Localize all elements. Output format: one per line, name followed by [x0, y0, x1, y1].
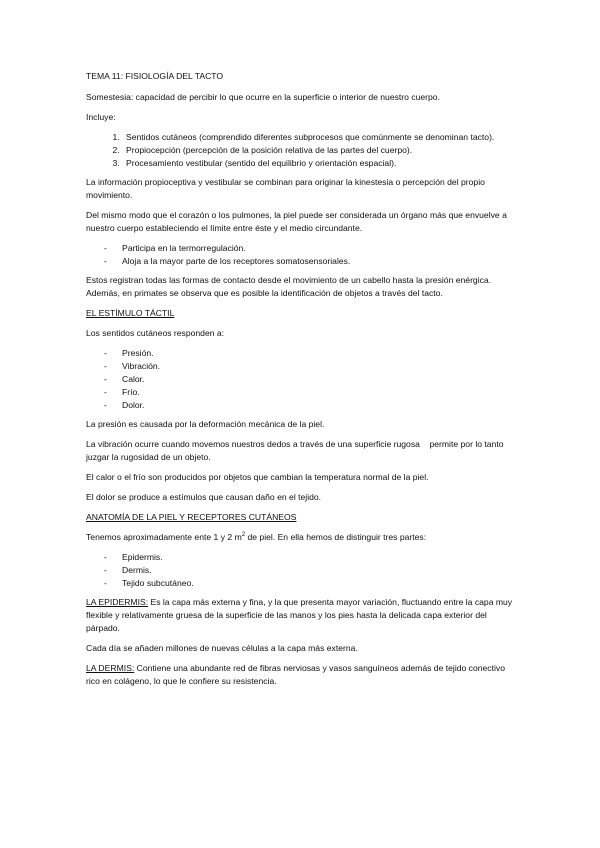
- stimulus-list: [86, 347, 516, 412]
- list-item: 1. Sentidos cutáneos (comprendido diferentes subprocesos que comúnmente se denominan tacto).: [122, 131, 516, 144]
- dermis-label: LA DERMIS:: [86, 663, 135, 673]
- epidermis-paragraph: [86, 596, 516, 635]
- skin-organ-paragraph: Del mismo modo que el corazón o los pulmones, la piel puede ser considerada un órgano más que envuelve a nuestro cuerpo estableciendo el límite entre éste y el medio circundante.: [86, 210, 507, 233]
- includes-list: [86, 131, 516, 170]
- skin-area-text: Tenemos aproximadamente ente 1 y 2 m: [86, 532, 242, 542]
- page-title: TEMA 11: FISIOLOGÍA DEL TACTO: [86, 71, 224, 81]
- list-item: - Participa en la termorregulación.: [104, 242, 516, 255]
- list-item: 3. Procesamiento vestibular (sentido del equilibrio y orientación espacial).: [122, 157, 516, 170]
- heat-paragraph: El calor o el frío son producidos por objetos que cambian la temperatura normal de la piel.: [86, 472, 429, 482]
- list-item: - Epidermis.: [104, 551, 516, 564]
- list-item: - Dermis.: [104, 564, 516, 577]
- kinestesia-paragraph: La información propioceptiva y vestibular se combinan para originar la kinestesia o percepción del propio movimiento.: [86, 177, 485, 200]
- document-body: [86, 70, 516, 695]
- list-item: - Aloja a la mayor parte de los receptores somatosensoriales.: [104, 255, 516, 268]
- skin-area-paragraph: [86, 531, 516, 544]
- epidermis-label: LA EPIDERMIS:: [86, 597, 149, 607]
- skin-area-exponent: 2: [241, 532, 246, 539]
- list-item: - Tejido subcutáneo.: [104, 577, 516, 590]
- section-heading-stimulus: EL ESTÍMULO TÁCTIL: [86, 308, 175, 318]
- pressure-paragraph: La presión es causada por la deformación mecánica de la piel.: [86, 419, 325, 429]
- list-item: - Vibración.: [104, 360, 516, 373]
- vibration-paragraph: La vibración ocurre cuando movemos nuestros dedos a través de una superficie rugosa permite por lo tanto juzgar la rugosidad de un objeto.: [86, 439, 506, 462]
- cells-paragraph: Cada día se añaden millones de nuevas células a la capa más externa.: [86, 643, 358, 653]
- skin-area-text-end: de piel. En ella hemos de distinguir tres partes:: [245, 532, 427, 542]
- skin-layers-list: [86, 551, 516, 590]
- list-item: - Calor.: [104, 373, 516, 386]
- list-item: - Dolor.: [104, 399, 516, 412]
- skin-functions-list: [86, 242, 516, 268]
- pain-paragraph: El dolor se produce a estímulos que causan daño en el tejido.: [86, 492, 322, 502]
- receptors-paragraph: Estos registran todas las formas de contacto desde el movimiento de un cabello hasta la presión enérgica. Además, en primates se observa que es posible la identificación de objetos a través del tacto.: [86, 275, 492, 298]
- section-heading-anatomy: ANATOMÍA DE LA PIEL Y RECEPTORES CUTÁNEOS: [86, 512, 297, 522]
- dermis-text: Contiene una abundante red de fibras nerviosas y vasos sanguíneos además de tejido conectivo rico en colágeno, lo que le confiere su resistencia.: [86, 663, 505, 686]
- respond-paragraph: Los sentidos cutáneos responden a:: [86, 328, 225, 338]
- intro-paragraph: Somestesia: capacidad de percibir lo que ocurre en la superficie o interior de nuestro cuerpo.: [86, 92, 440, 102]
- epidermis-text: Es la capa más externa y fina, y la que presenta mayor variación, fluctuando entre la capa muy flexible y relativamente gruesa de la superficie de las manos y los pies hasta la delicada capa exterior del párpado.: [86, 597, 513, 633]
- includes-label: Incluye:: [86, 112, 116, 122]
- list-item: - Presión.: [104, 347, 516, 360]
- list-item: 2. Propiocepción (percepción de la posición relativa de las partes del cuerpo).: [122, 144, 516, 157]
- dermis-paragraph: [86, 662, 516, 688]
- list-item: - Frío.: [104, 386, 516, 399]
